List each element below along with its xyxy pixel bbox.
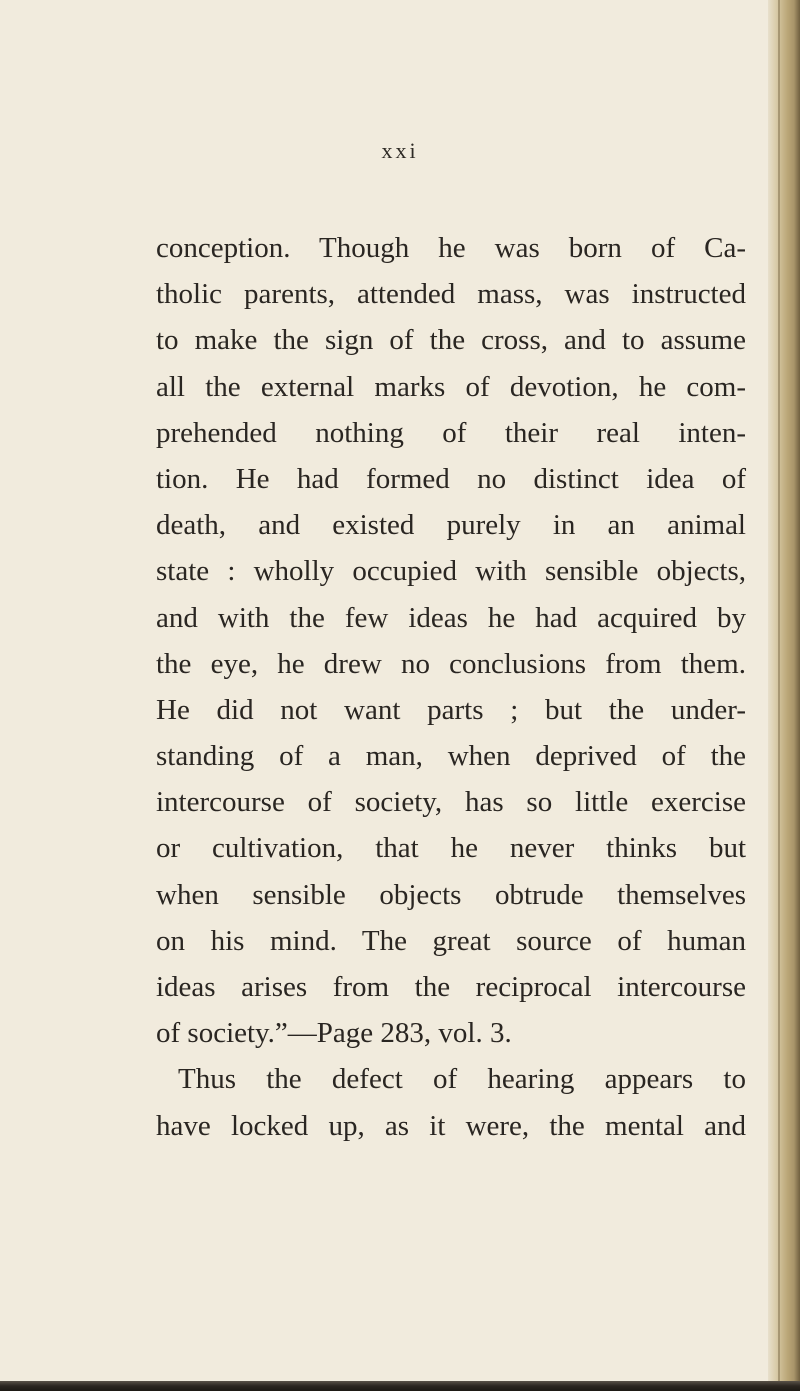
text-line: state : wholly occupied with sensible objects, bbox=[156, 555, 746, 588]
text-line: ideas arises from the reciprocal intercourse bbox=[156, 971, 746, 1003]
text-line: on his mind. The great source of human bbox=[156, 924, 746, 957]
text-line: have locked up, as it were, the mental and bbox=[156, 1109, 746, 1142]
binding-line bbox=[778, 0, 780, 1391]
text-line: tion. He had formed no distinct idea of bbox=[156, 462, 746, 495]
text-line: when sensible objects obtrude themselves bbox=[156, 878, 746, 911]
text-line: of society.”—Page 283, vol. 3. bbox=[156, 1017, 512, 1050]
text-line: conception. Though he was born of Ca- bbox=[156, 232, 746, 264]
text-line: He did not want parts ; but the under- bbox=[156, 693, 746, 726]
text-line: prehended nothing of their real inten- bbox=[156, 416, 746, 449]
text-line: to make the sign of the cross, and to assume bbox=[156, 324, 746, 357]
body-text bbox=[156, 232, 746, 1156]
page-number: xxi bbox=[381, 138, 419, 163]
text-line: standing of a man, when deprived of the bbox=[156, 740, 746, 773]
text-line: the eye, he drew no conclusions from them. bbox=[156, 647, 746, 680]
text-line: tholic parents, attended mass, was instructed bbox=[156, 278, 746, 311]
text-line: and with the few ideas he had acquired by bbox=[156, 601, 746, 634]
text-line: death, and existed purely in an animal bbox=[156, 509, 746, 542]
text-line: or cultivation, that he never thinks but bbox=[156, 832, 746, 865]
text-line: intercourse of society, has so little exercise bbox=[156, 786, 746, 819]
text-line: Thus the defect of hearing appears to bbox=[178, 1063, 746, 1096]
page-edge bbox=[768, 0, 800, 1391]
text-line: all the external marks of devotion, he com- bbox=[156, 370, 746, 403]
bottom-shadow bbox=[0, 1381, 800, 1391]
